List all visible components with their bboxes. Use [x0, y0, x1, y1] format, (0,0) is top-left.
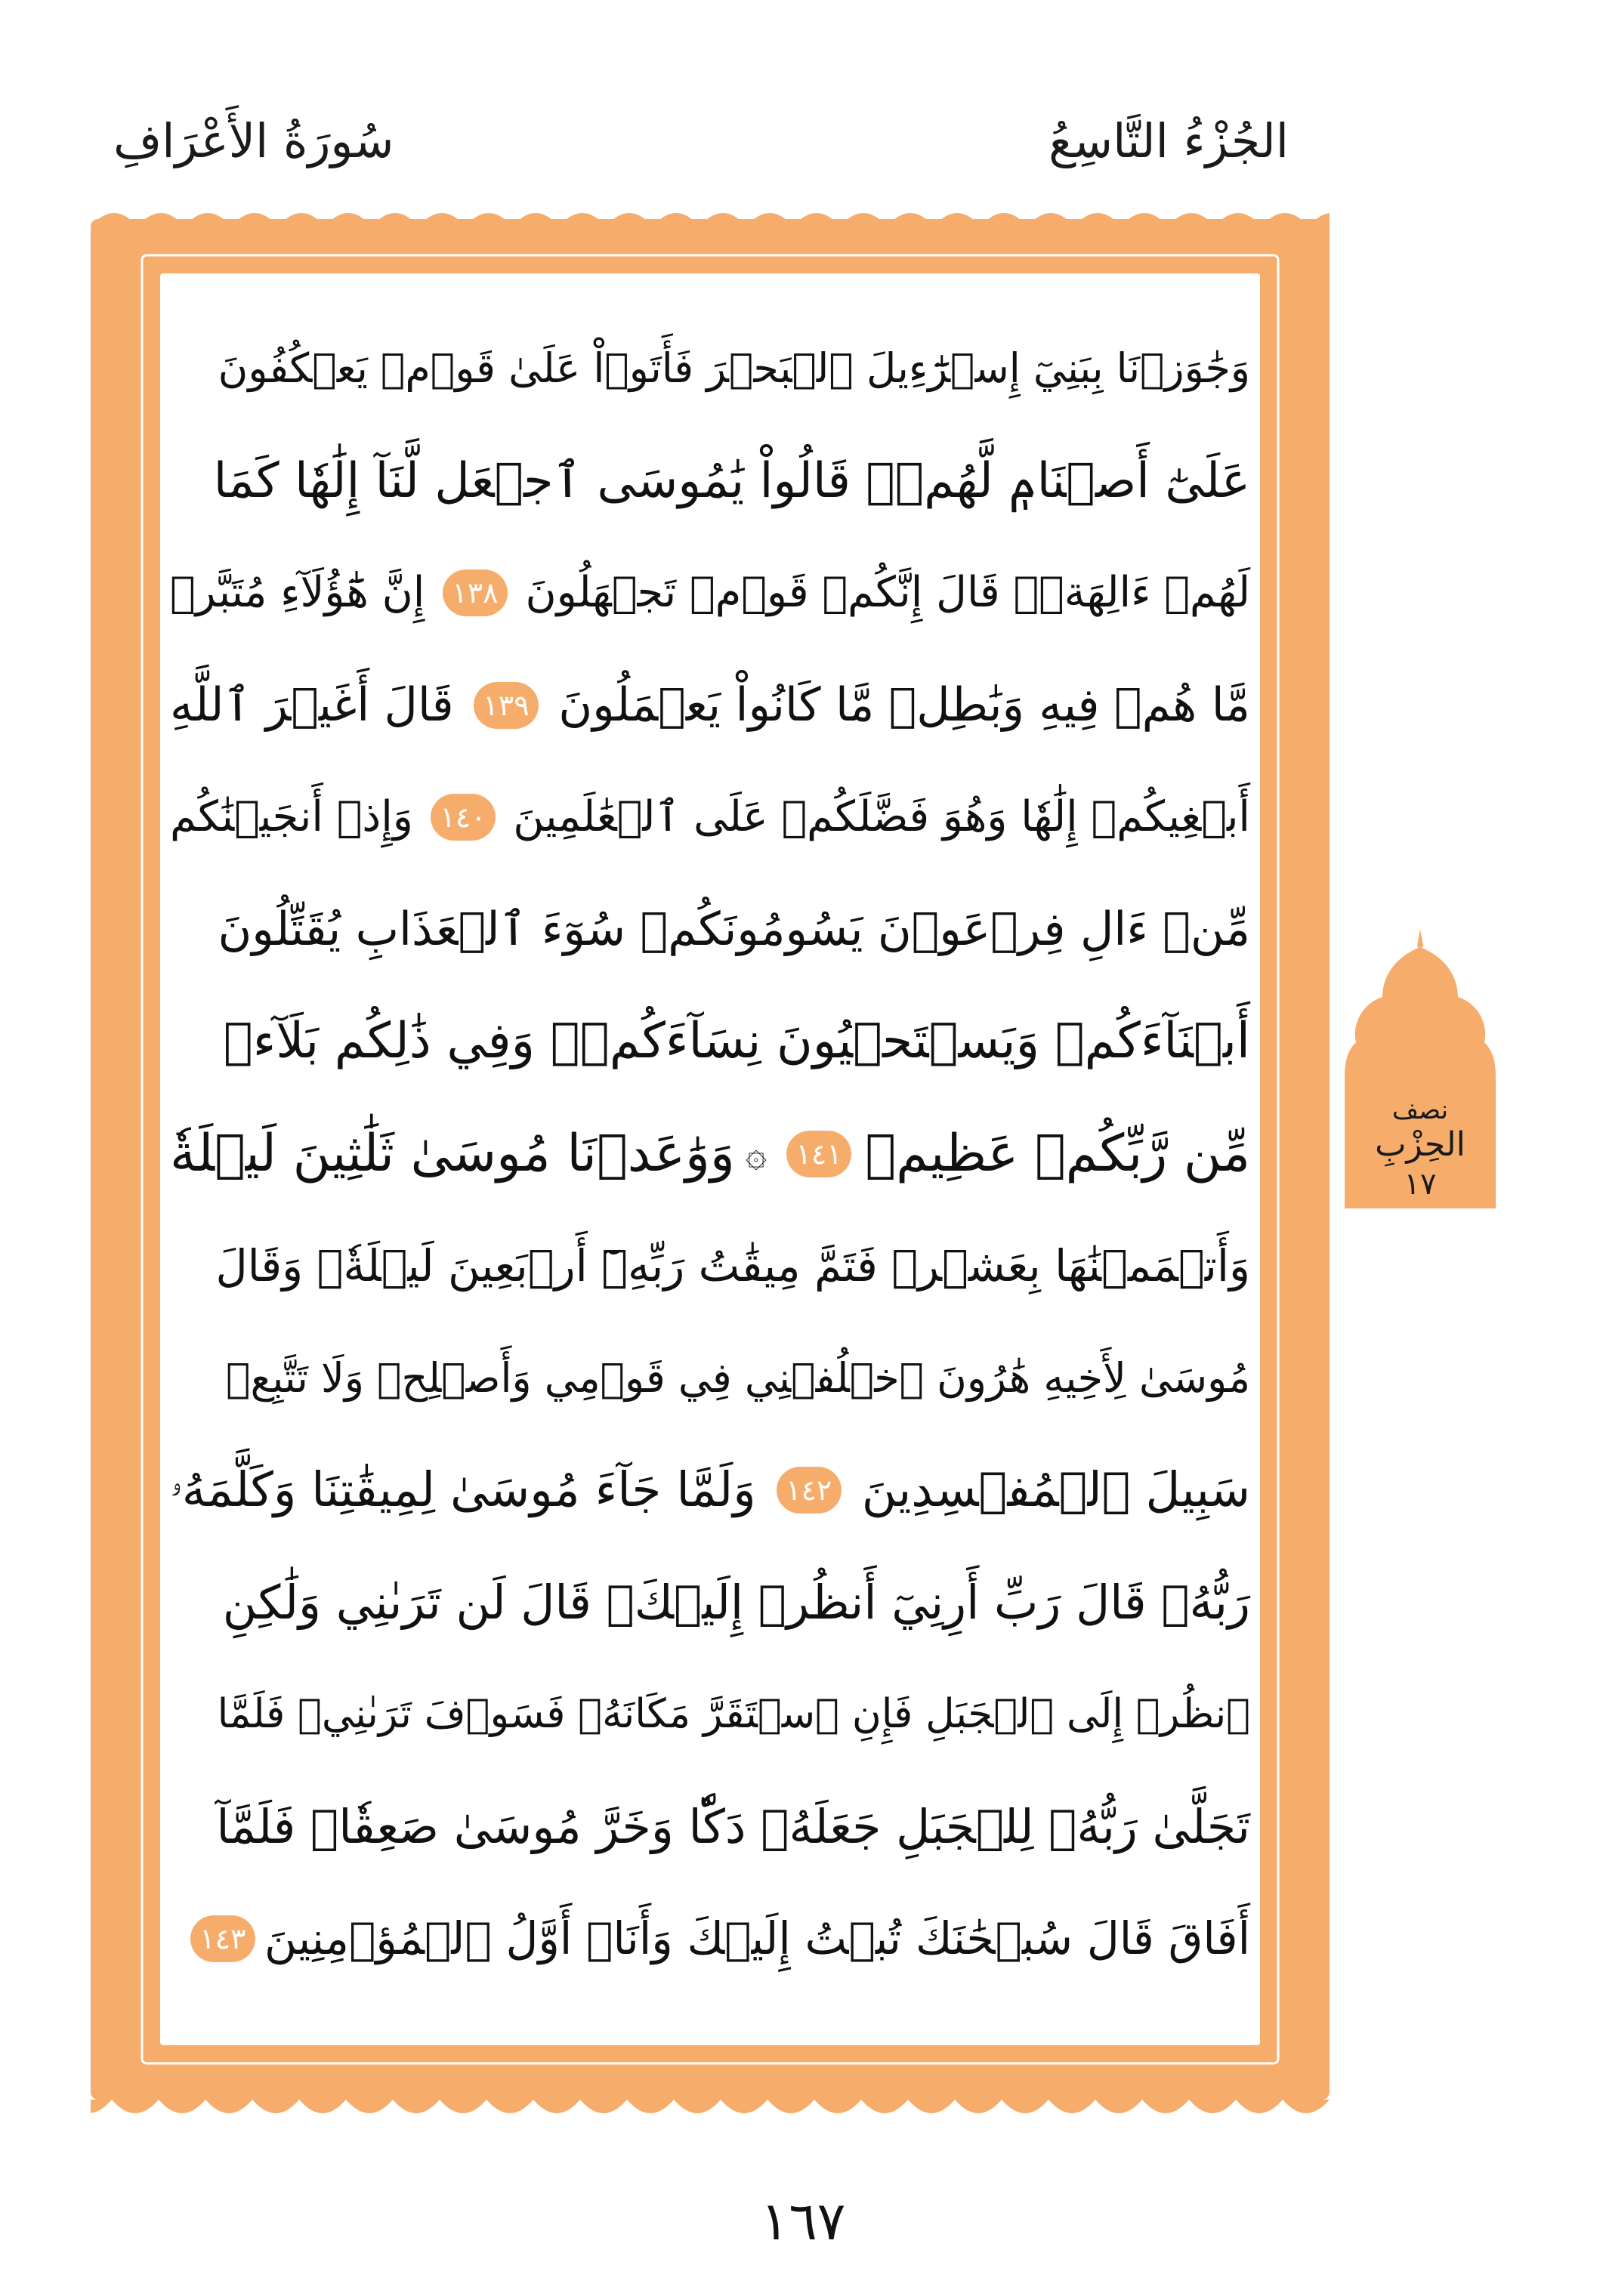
rub-el-hizb-icon: ۞ — [745, 1132, 767, 1175]
verse-text: ٱنظُرۡ إِلَى ٱلۡجَبَلِ فَإِنِ ٱسۡتَقَرَّ مَكَانَهُۥ فَسَوۡفَ تَرَىٰنِيۚ فَلَمَّا — [217, 1691, 1250, 1737]
hizb-number: ١٧ — [1404, 1167, 1437, 1202]
verse-text: عَلَىٰٓ أَصۡنَامٖ لَّهُمۡۚ قَالُواْ يَٰمُوسَى ٱجۡعَل لَّنَآ إِلَٰهٗا كَمَا — [213, 452, 1250, 509]
ayah-number-marker: ١٤٠ — [431, 794, 496, 841]
text-line — [170, 540, 1250, 646]
verse-text: إِنَّ هَٰٓؤُلَآءِ مُتَبَّرٞ — [170, 568, 425, 617]
ayah-number-marker: ١٤٣ — [190, 1915, 255, 1962]
verse-text: وَجَٰوَزۡنَا بِبَنِيٓ إِسۡرَٰٓءِيلَ ٱلۡبَحۡرَ فَأَتَوۡاْ عَلَىٰ قَوۡمٖ يَعۡكُفُونَ — [218, 344, 1250, 392]
text-line — [170, 428, 1250, 534]
text-line — [170, 877, 1250, 983]
text-line — [170, 316, 1250, 421]
text-line — [170, 989, 1250, 1094]
verse-text: سَبِيلَ ٱلۡمُفۡسِدِينَ — [861, 1462, 1250, 1517]
surah-title: سُورَةُ الأَعْرَافِ — [113, 113, 394, 168]
verse-text: أَبۡغِيكُمۡ إِلَٰهٗا وَهُوَ فَضَّلَكُمۡ عَلَى ٱلۡعَٰلَمِينَ — [513, 792, 1250, 841]
verse-text: لَهُمۡ ءَالِهَةٞۚ قَالَ إِنَّكُمۡ قَوۡمٞ تَجۡهَلُونَ — [525, 568, 1250, 617]
verse-text: وَإِذۡ أَنجَيۡنَٰكُم — [170, 792, 413, 841]
verse-text: وَوَٰعَدۡنَا مُوسَىٰ ثَلَٰثِينَ لَيۡلَةٗ — [170, 1123, 735, 1183]
text-line — [170, 1325, 1250, 1431]
text-line — [170, 1550, 1250, 1656]
verse-text: مِّنۡ ءَالِ فِرۡعَوۡنَ يَسُومُونَكُمۡ سُوٓءَ ٱلۡعَذَابِ يُقَتِّلُونَ — [218, 902, 1250, 956]
verse-text: وَأَتۡمَمۡنَٰهَا بِعَشۡرٖ فَتَمَّ مِيقَٰتُ رَبِّهِۦٓ أَرۡبَعِينَ لَيۡلَةٗۚ وَقَالَ — [215, 1240, 1250, 1292]
text-line — [170, 653, 1250, 758]
ayah-number-marker: ١٤٢ — [777, 1467, 842, 1514]
ayah-number-marker: ١٣٨ — [443, 569, 508, 616]
ayah-number-marker: ١٣٩ — [474, 682, 539, 729]
verse-text: أَفَاقَ قَالَ سُبۡحَٰنَكَ تُبۡتُ إِلَيۡكَ وَأَنَا۠ أَوَّلُ ٱلۡمُؤۡمِنِينَ — [264, 1912, 1250, 1964]
verse-text: وَلَمَّا جَآءَ مُوسَىٰ لِمِيقَٰتِنَا وَكَلَّمَهُۥ — [170, 1462, 756, 1517]
text-line — [170, 1213, 1250, 1319]
verse-text: تَجَلَّىٰ رَبُّهُۥ لِلۡجَبَلِ جَعَلَهُۥ دَكّٗا وَخَرَّ مُوسَىٰ صَعِقٗاۚ فَلَمَّآ — [216, 1798, 1250, 1854]
verse-text: مَّا هُمۡ فِيهِ وَبَٰطِلٞ مَّا كَانُواْ يَعۡمَلُونَ — [558, 677, 1250, 732]
quran-text-area — [170, 285, 1250, 2041]
text-line — [170, 1437, 1250, 1543]
verse-text: مِّن رَّبِّكُمۡ عَظِيمٞ — [865, 1123, 1250, 1183]
text-line — [170, 1101, 1250, 1207]
verse-text: أَبۡنَآءَكُمۡ وَيَسۡتَحۡيُونَ نِسَآءَكُمۡۚ وَفِي ذَٰلِكُم بَلَآءٞ — [223, 1013, 1250, 1069]
verse-text: مُوسَىٰ لِأَخِيهِ هَٰرُونَ ٱخۡلُفۡنِي فِي قَوۡمِي وَأَصۡلِحۡ وَلَا تَتَّبِعۡ — [226, 1353, 1250, 1402]
juz-title: الجُزْءُ التَّاسِعُ — [1049, 113, 1289, 168]
ayah-number-marker: ١٤١ — [786, 1131, 851, 1177]
text-line — [170, 764, 1250, 870]
hizb-label: الحِزْبِ — [1375, 1125, 1465, 1164]
text-line — [170, 1886, 1250, 1992]
text-line — [170, 1662, 1250, 1767]
page-number: ١٦٧ — [760, 2190, 846, 2252]
hizb-label-top: نصف — [1391, 1095, 1449, 1125]
text-line — [170, 1774, 1250, 1880]
verse-text: رَبُّهُۥ قَالَ رَبِّ أَرِنِيٓ أَنظُرۡ إِلَيۡكَۚ قَالَ لَن تَرَىٰنِي وَلَٰكِنِ — [222, 1574, 1250, 1630]
verse-text: قَالَ أَغَيۡرَ ٱللَّهِ — [170, 677, 454, 732]
